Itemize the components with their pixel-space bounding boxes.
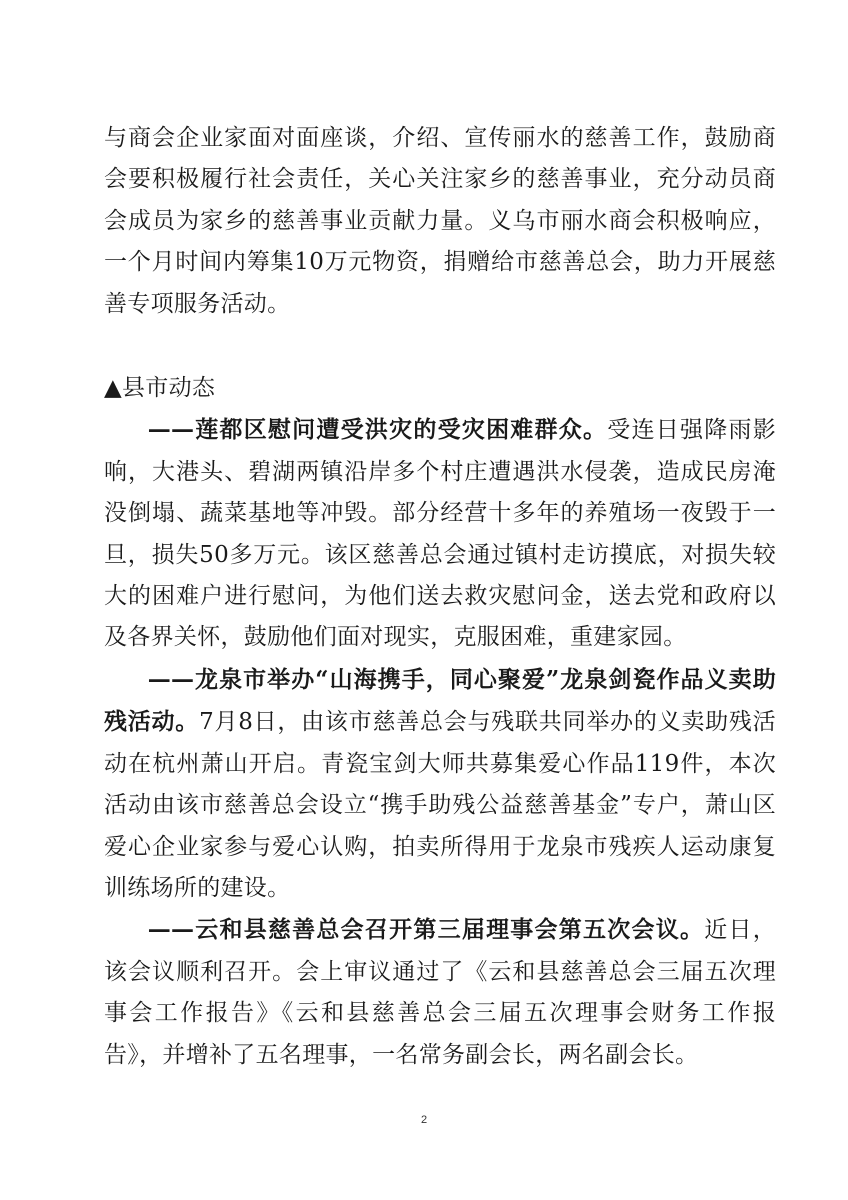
news-item-headline: ——莲都区慰问遭受洪灾的受灾困难群众。 [147,416,608,444]
intro-paragraph: 与商会企业家面对面座谈，介绍、宣传丽水的慈善工作，鼓励商会要积极履行社会责任，关心关注家乡的慈善事业，充分动员商会成员为家乡的慈善事业贡献力量。义乌市丽水商会积极响应，一个月时间内筹集10万元物资，捐赠给市慈善总会，助力开展慈善专项服务活动。 [104,125,776,317]
news-item-headline: ——龙泉市举办“山海携手，同心聚爱”龙泉剑瓷作品义卖助残活动。 [104,665,776,736]
news-item-body: 近日，该会议顺利召开。会上审议通过了《云和县慈善总会三届五次理事会工作报告》《云和县慈善总会三届五次理事会财务工作报告》，并增补了五名理事，一名常务副会长，两名副会长。 [104,917,776,1068]
news-item-longquan [104,659,776,909]
section-title: 县市动态 [122,375,216,402]
news-item-body: 受连日强降雨影响，大港头、碧湖两镇沿岸多个村庄遭遇洪水侵袭，造成民房淹没倒塌、蔬菜基地等冲毁。部分经营十多年的养殖场一夜毁于一旦，损失50多万元。该区慈善总会通过镇村走访摸底，对损失较大的困难户进行慰问，为他们送去救灾慰问金，送去党和政府以及各界关怀，鼓励他们面对现实，克服困难，重建家园。 [104,417,776,651]
news-item-lianduqu [104,409,776,658]
section-heading [104,368,776,409]
news-item-yunhe [104,909,776,1076]
news-item-headline: ——云和县慈善总会召开第三届理事会第五次会议。 [147,916,705,944]
document-page [104,118,776,1076]
triangle-marker-icon: ▲ [104,375,122,402]
news-item-body: 7月8日，由该市慈善总会与残联共同举办的义卖助残活动在杭州萧山开启。青瓷宝剑大师共募集爱心作品119件，本次活动由该市慈善总会设立“携手助残公益慈善基金”专户，萧山区爱心企业家参与爱心认购，拍卖所得用于龙泉市残疾人运动康复训练场所的建设。 [104,709,776,901]
page-number: 2 [420,1114,428,1126]
